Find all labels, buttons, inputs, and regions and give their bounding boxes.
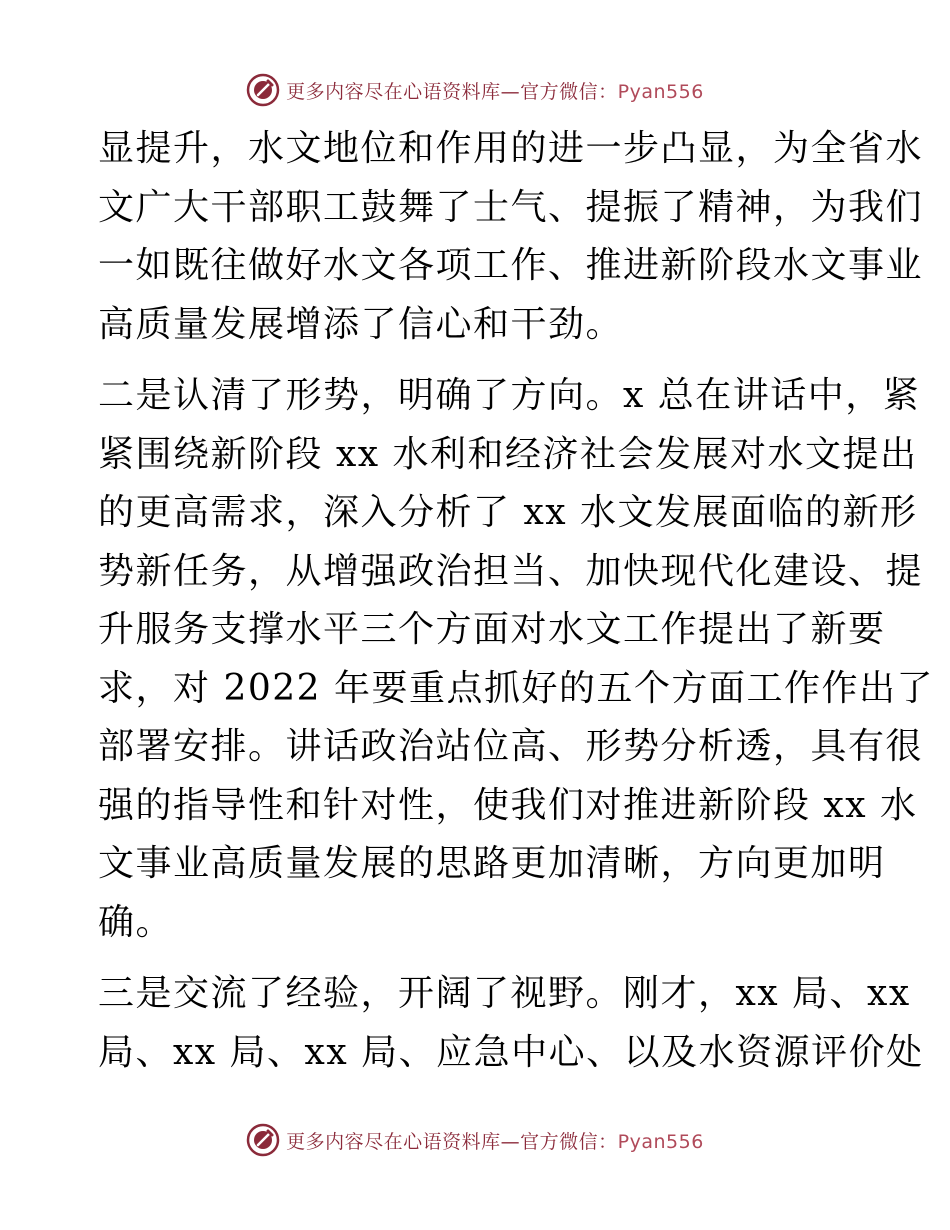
banner-label: 更多内容尽在心语资料库—官方微信： — [286, 80, 618, 103]
page-header-banner — [0, 70, 950, 110]
text-line: 文事业高质量发展的思路更加清晰，方向更加明 — [98, 843, 886, 884]
page-footer-banner — [0, 1120, 950, 1160]
paragraph — [98, 965, 924, 1082]
logo-icon — [246, 73, 280, 107]
paragraph — [98, 120, 924, 354]
banner-label: 更多内容尽在心语资料库—官方微信： — [286, 1130, 618, 1153]
text-line: 升服务支撑水平三个方面对水文工作提出了新要 — [98, 609, 886, 650]
banner-wechat-id: Pyan556 — [617, 1130, 704, 1153]
text-line: 高质量发展增添了信心和干劲。 — [98, 303, 624, 345]
text-line: 势新任务，从增强政治担当、加快现代化建设、提 — [98, 550, 924, 592]
banner-text — [286, 77, 704, 104]
document-body — [98, 120, 935, 1082]
text-line: 部署安排。讲话政治站位高、形势分析透，具有很 — [98, 726, 924, 767]
logo-icon — [246, 1123, 280, 1157]
paragraph-gap — [98, 354, 858, 367]
text-line: 局、xx 局、xx 局、应急中心、以及水资源评价处 — [98, 1031, 924, 1073]
text-line: 文广大干部职工鼓舞了士气、提振了精神，为我们 — [98, 186, 924, 228]
text-line: 三是交流了经验，开阔了视野。刚才，xx 局、xx — [98, 973, 911, 1014]
paragraph — [98, 367, 935, 952]
text-line: 强的指导性和针对性，使我们对推进新阶段 xx 水 — [98, 784, 918, 826]
text-line: 显提升，水文地位和作用的进一步凸显，为全省水 — [98, 128, 924, 169]
text-line: 求，对 2022 年要重点抓好的五个方面工作作出了 — [98, 667, 935, 709]
text-line: 二是认清了形势，明确了方向。x 总在讲话中，紧 — [98, 375, 921, 416]
paragraph-gap — [98, 952, 858, 965]
text-line: 的更高需求，深入分析了 xx 水文发展面临的新形 — [98, 492, 918, 533]
text-line: 紧围绕新阶段 xx 水利和经济社会发展对水文提出 — [98, 433, 918, 475]
text-line: 确。 — [98, 901, 174, 943]
banner-wechat-id: Pyan556 — [617, 80, 704, 103]
text-line: 一如既往做好水文各项工作、推进新阶段水文事业 — [98, 245, 924, 286]
banner-text — [286, 1127, 704, 1154]
